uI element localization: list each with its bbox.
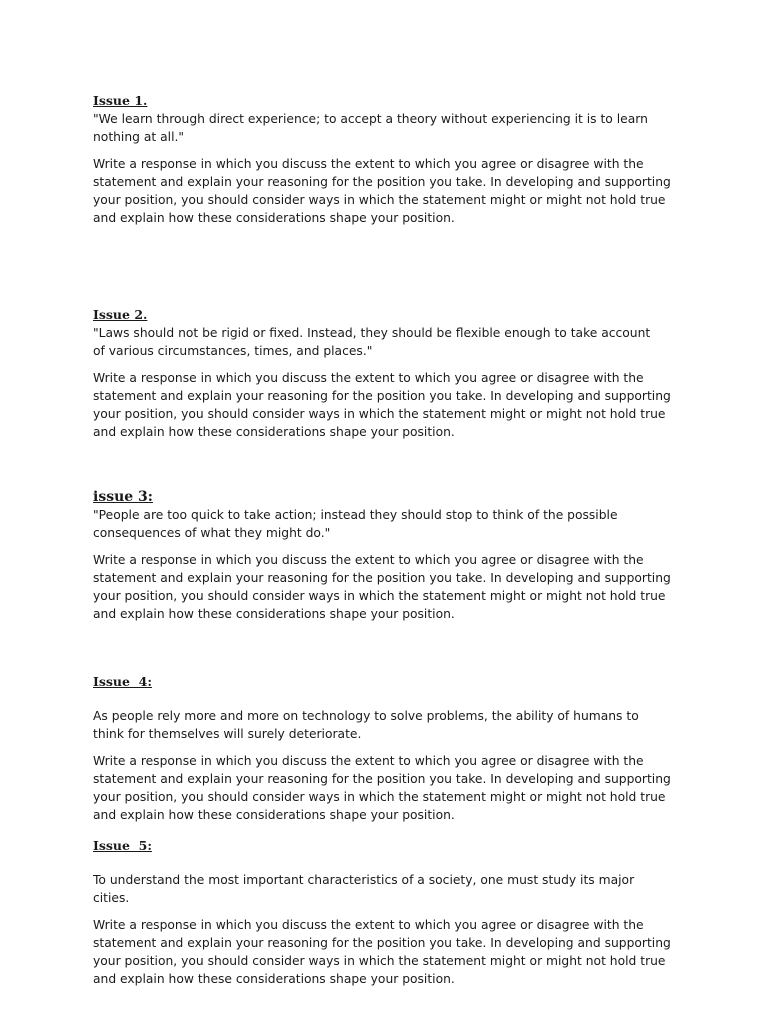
issue-statement: "We learn through direct experience; to accept a theory without experiencing it is to learn nothing at all.": [93, 112, 648, 144]
issue-statement: To understand the most important characteristics of a society, one must study its major cities.: [93, 873, 635, 905]
issue-title: issue 3:: [93, 489, 153, 505]
issue-prompt: Write a response in which you discuss the extent to which you agree or disagree with the statement and explain your reasoning for the position you take. In developing and supporting your position, you should consider ways in which the statement might or might not hold true and explain how these considerations shape your position.: [93, 754, 671, 822]
issue-prompt: Write a response in which you discuss the extent to which you agree or disagree with the statement and explain your reasoning for the position you take. In developing and supporting your position, you should consider ways in which the statement might or might not hold true and explain how these considerations shape your position.: [93, 157, 671, 225]
issue-statement: "People are too quick to take action; instead they should stop to think of the possible consequences of what they might do.": [93, 508, 618, 540]
issue-section-3: [93, 488, 693, 623]
issue-section-4: [93, 673, 693, 824]
issue-statement: "Laws should not be rigid or fixed. Instead, they should be flexible enough to take account of various circumstances, times, and places.": [93, 326, 651, 358]
issue-statement: As people rely more and more on technology to solve problems, the ability of humans to think for themselves will surely deteriorate.: [93, 709, 639, 741]
issue-section-1: [93, 92, 693, 227]
issue-section-5: [93, 837, 693, 988]
issue-section-2: [93, 306, 693, 441]
issue-prompt: Write a response in which you discuss the extent to which you agree or disagree with the statement and explain your reasoning for the position you take. In developing and supporting your position, you should consider ways in which the statement might or might not hold true and explain how these considerations shape your position.: [93, 918, 671, 986]
issue-title: Issue 1.: [93, 93, 148, 108]
issue-title: Issue 5:: [93, 838, 152, 853]
issue-title: Issue 4:: [93, 674, 152, 689]
issue-title: Issue 2.: [93, 307, 148, 322]
issue-prompt: Write a response in which you discuss the extent to which you agree or disagree with the statement and explain your reasoning for the position you take. In developing and supporting your position, you should consider ways in which the statement might or might not hold true and explain how these considerations shape your position.: [93, 553, 671, 621]
issue-prompt: Write a response in which you discuss the extent to which you agree or disagree with the statement and explain your reasoning for the position you take. In developing and supporting your position, you should consider ways in which the statement might or might not hold true and explain how these considerations shape your position.: [93, 371, 671, 439]
